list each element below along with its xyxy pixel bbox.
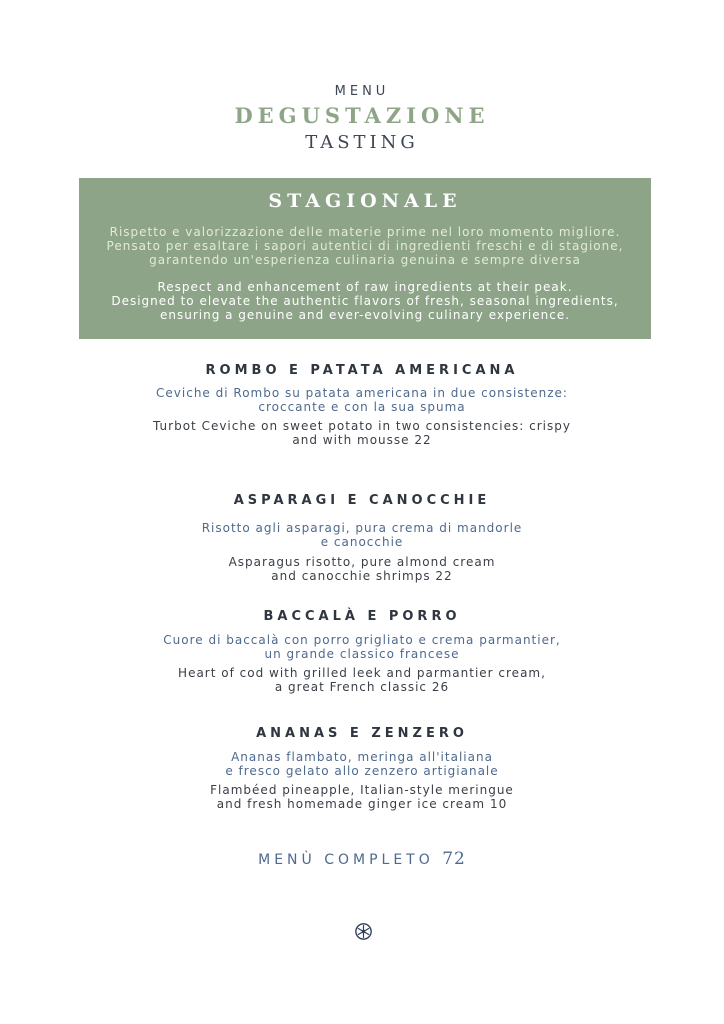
page-title-italian: DEGUSTAZIONE bbox=[234, 103, 490, 128]
dish-text: Risotto agli asparagi, pura crema di mandorle e canocchie bbox=[201, 521, 523, 549]
dish-text: Heart of cod with grilled leek and parmantier cream, a great French classic 26 bbox=[178, 666, 546, 694]
full-menu-label: MENÙ COMPLETO bbox=[258, 852, 434, 868]
dish-text: Cuore di baccalà con porro grigliato e crema parmantier, un grande classico francese bbox=[163, 633, 561, 661]
full-menu-price bbox=[0, 849, 724, 869]
seasonal-banner bbox=[79, 178, 651, 339]
dish-text: Asparagus risotto, pure almond cream and canocchie shrimps 22 bbox=[228, 555, 496, 583]
dish-text: Flambéed pineapple, Italian-style meringue and fresh homemade ginger ice cream 10 bbox=[210, 783, 514, 811]
banner-line: Rispetto e valorizzazione delle materie prime nel loro momento migliore. Pensato per esaltare i sapori autentici di ingredienti freschi e di stagione, garantendo un'esperienza culinaria genuina e sempre diversa bbox=[106, 225, 624, 267]
page-title-english: TASTING bbox=[305, 132, 419, 153]
dish-text: Ceviche di Rombo su patata americana in due consistenze: croccante e con la sua spuma bbox=[156, 386, 568, 414]
banner-description-english bbox=[79, 280, 651, 322]
dish-title: ROMBO E PATATA AMERICANA bbox=[205, 363, 519, 378]
menu-kicker: MENU bbox=[334, 84, 390, 99]
banner-line: Respect and enhancement of raw ingredients at their peak. Designed to elevate the authentic flavors of fresh, seasonal ingredients, ensuring a genuine and ever-evolving culinary experience. bbox=[111, 280, 619, 322]
dish-description-english bbox=[0, 555, 724, 583]
dish-description-italian bbox=[0, 386, 724, 414]
banner-description-italian bbox=[79, 225, 651, 267]
dish-title: ASPARAGI E CANOCCHIE bbox=[233, 493, 491, 508]
dish-title: ANANAS E ZENZERO bbox=[256, 726, 468, 741]
dish-description-italian bbox=[0, 521, 724, 549]
dish-description-english bbox=[0, 419, 724, 447]
dish-text: Turbot Ceviche on sweet potato in two consistencies: crispy and with mousse 22 bbox=[153, 419, 571, 447]
dish-description-italian bbox=[0, 750, 724, 778]
snowflake-icon bbox=[355, 923, 372, 940]
dish-description-italian bbox=[0, 633, 724, 661]
full-menu-price-value: 72 bbox=[442, 849, 466, 869]
dish-text: Ananas flambato, meringa all'italiana e fresco gelato allo zenzero artigianale bbox=[225, 750, 499, 778]
dish-title: BACCALÀ E PORRO bbox=[263, 609, 461, 624]
dish-description-english bbox=[0, 666, 724, 694]
dish-description-english bbox=[0, 783, 724, 811]
banner-title: STAGIONALE bbox=[268, 190, 462, 212]
